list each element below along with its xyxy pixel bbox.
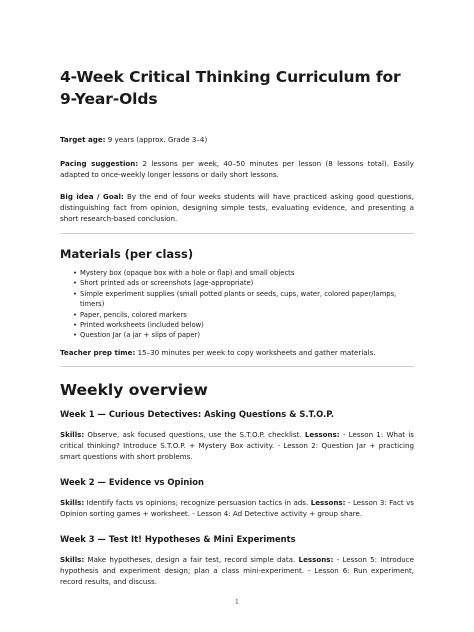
skills-text: Make hypotheses, design a fair test, record simple data.	[84, 554, 299, 564]
lessons-text: - Lesson 3: Fact vs Opinion sorting games + worksheet. - Lesson 4: Ad Detective activity + group share.	[60, 497, 414, 518]
week-1-heading: Week 1 — Curious Detectives: Asking Questions & S.T.O.P.	[60, 408, 335, 419]
weekly-overview-heading: Weekly overview	[60, 380, 208, 399]
list-item: • Paper, pencils, colored markers	[80, 310, 414, 320]
big-idea-paragraph	[60, 191, 414, 224]
big-idea-label: Big idea / Goal:	[60, 192, 124, 201]
skills-text: Observe, ask focused questions, use the S.T.O.P. checklist.	[84, 429, 305, 439]
title-line-1: 4-Week Critical Thinking Curriculum for	[60, 68, 401, 86]
materials-list	[60, 268, 414, 341]
materials-heading: Materials (per class)	[60, 247, 194, 261]
document-title	[60, 66, 414, 110]
week-3-heading: Week 3 — Test It! Hypotheses & Mini Experiments	[60, 533, 296, 544]
skills-label: Skills:	[60, 497, 85, 507]
list-item: • Question Jar (a jar + slips of paper)	[80, 330, 414, 340]
pacing-paragraph	[60, 158, 414, 180]
pacing-label: Pacing suggestion:	[60, 159, 139, 168]
lessons-text: - Lesson 1: What is critical thinking? Introduce S.T.O.P. + Mystery Box activity. - Lesson 2: Question Jar + practicing smart questions with short problems.	[60, 429, 414, 461]
list-item: • Short printed ads or screenshots (age-appropriate)	[80, 278, 414, 288]
teacher-prep-paragraph	[60, 347, 414, 358]
page-content	[60, 66, 414, 587]
lessons-label: Lessons:	[304, 429, 340, 439]
week-1-description	[60, 429, 414, 462]
week-3-description	[60, 554, 414, 587]
week-2-heading: Week 2 — Evidence vs Opinion	[60, 476, 204, 487]
teacher-prep-label: Teacher prep time:	[60, 347, 136, 357]
skills-label: Skills:	[60, 554, 85, 564]
skills-text: Identify facts vs opinions; recognize persuasion tactics in ads.	[84, 497, 311, 507]
skills-label: Skills:	[60, 429, 85, 439]
teacher-prep-text: 15–30 minutes per week to copy worksheets and gather materials.	[135, 347, 376, 357]
list-item: • Simple experiment supplies (small potted plants or seeds, cups, water, colored paper/lamps, timers)	[80, 289, 414, 310]
week-2-description	[60, 497, 414, 519]
lessons-label: Lessons:	[298, 554, 334, 564]
lessons-text: - Lesson 5: Introduce hypothesis and experiment design; plan a class mini-experiment. - Lesson 6: Run experiment, record results, and discuss.	[60, 554, 414, 586]
page-number: 1	[234, 598, 240, 606]
pacing-text: 2 lessons per week, 40–50 minutes per lesson (8 lessons total). Easily adapted to once-weekly longer lessons or daily short lessons.	[60, 159, 415, 179]
target-age-paragraph	[60, 134, 414, 145]
list-item: • Mystery box (opaque box with a hole or flap) and small objects	[80, 268, 414, 278]
target-age-label: Target age:	[60, 135, 106, 144]
list-item: • Printed worksheets (included below)	[80, 320, 414, 330]
big-idea-text: By the end of four weeks students will have practiced asking good questions, distinguishing fact from opinion, designing simple tests, evaluating evidence, and presenting a short research-based conclusion.	[60, 192, 414, 223]
lessons-label: Lessons:	[310, 497, 346, 507]
target-age-text: 9 years (approx. Grade 3–4)	[105, 135, 208, 144]
title-line-2: 9-Year-Olds	[60, 90, 158, 108]
